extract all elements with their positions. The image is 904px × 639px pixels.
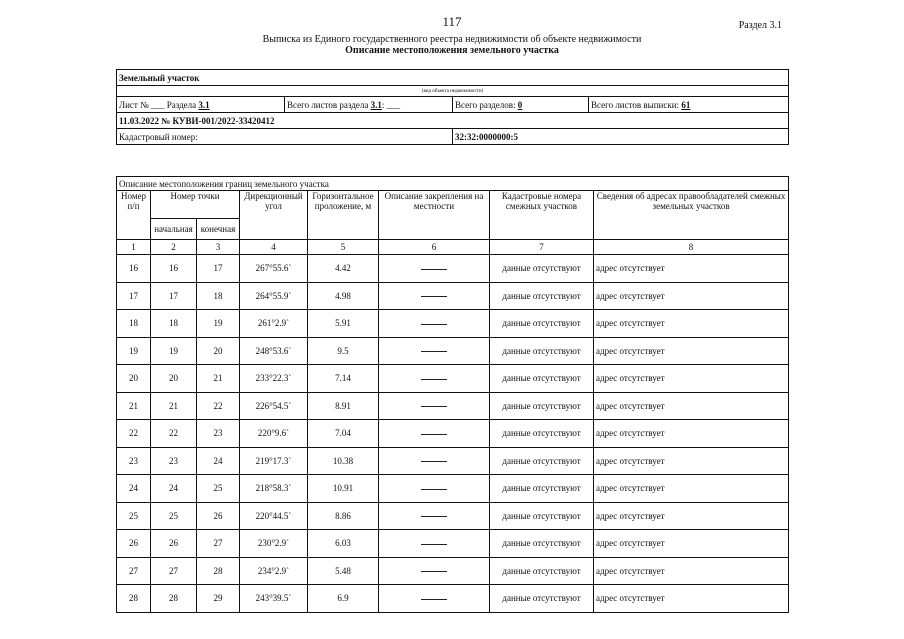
start-point-cell: 26 bbox=[151, 530, 197, 558]
address-cell: адрес отсутствует bbox=[594, 475, 789, 503]
end-point-cell: 19 bbox=[197, 310, 240, 338]
col-addresses: Сведения об адресах правообладателей смежных земельных участков bbox=[594, 191, 789, 240]
length-cell: 8.91 bbox=[308, 392, 379, 420]
col-length: Горизонтальное проложение, м bbox=[308, 191, 379, 240]
angle-cell: 267°55.6` bbox=[240, 255, 308, 283]
total-sheets-section-value: 3.1 bbox=[370, 99, 382, 110]
fixing-cell bbox=[379, 420, 490, 448]
adjacent-cell: данные отсутствуют bbox=[490, 585, 594, 613]
point-no-cell: 27 bbox=[117, 557, 151, 585]
start-point-cell: 18 bbox=[151, 310, 197, 338]
address-cell: адрес отсутствует bbox=[594, 255, 789, 283]
dash-mark bbox=[421, 269, 447, 270]
boundaries-title: Описание местоположения границ земельного участка bbox=[117, 177, 789, 191]
sheet-cell: Лист № ___ Раздела 3.1 bbox=[117, 97, 285, 113]
total-sheets-cell bbox=[589, 97, 789, 113]
dash-mark bbox=[421, 516, 447, 517]
table-row bbox=[117, 420, 789, 448]
fixing-cell bbox=[379, 282, 490, 310]
end-point-cell: 29 bbox=[197, 585, 240, 613]
adjacent-cell: данные отсутствуют bbox=[490, 365, 594, 393]
fixing-cell bbox=[379, 337, 490, 365]
length-cell: 7.14 bbox=[308, 365, 379, 393]
adjacent-cell: данные отсутствуют bbox=[490, 420, 594, 448]
extract-date-number: 11.03.2022 № КУВИ-001/2022-33420412 bbox=[117, 113, 789, 129]
address-cell: адрес отсутствует bbox=[594, 502, 789, 530]
dash-mark bbox=[421, 379, 447, 380]
col-point-no: Номер п/п bbox=[117, 191, 151, 240]
total-sections-label: Всего разделов: bbox=[455, 99, 516, 110]
angle-cell: 233°22.3` bbox=[240, 365, 308, 393]
total-sheets-section-cell: Всего листов раздела 3.1: ___ bbox=[285, 97, 453, 113]
dash-mark bbox=[421, 544, 447, 545]
table-row bbox=[117, 447, 789, 475]
dash-mark bbox=[421, 324, 447, 325]
start-point-cell: 21 bbox=[151, 392, 197, 420]
col-adjacent: Кадастровые номера смежных участков bbox=[490, 191, 594, 240]
section-part-label: Раздела bbox=[166, 99, 197, 110]
table-row bbox=[117, 585, 789, 613]
dash-mark bbox=[421, 489, 447, 490]
table-row bbox=[117, 502, 789, 530]
end-point-cell: 26 bbox=[197, 502, 240, 530]
start-point-cell: 20 bbox=[151, 365, 197, 393]
end-point-cell: 20 bbox=[197, 337, 240, 365]
fixing-cell bbox=[379, 557, 490, 585]
address-cell: адрес отсутствует bbox=[594, 585, 789, 613]
object-kind-caption: (вид объекта недвижимости) bbox=[117, 86, 789, 97]
angle-cell: 220°9.6` bbox=[240, 420, 308, 448]
section-value: 3.1 bbox=[198, 99, 210, 110]
end-point-cell: 21 bbox=[197, 365, 240, 393]
length-cell: 10.91 bbox=[308, 475, 379, 503]
start-point-cell: 23 bbox=[151, 447, 197, 475]
point-no-cell: 25 bbox=[117, 502, 151, 530]
table-row bbox=[117, 557, 789, 585]
point-no-cell: 19 bbox=[117, 337, 151, 365]
dash-mark bbox=[421, 434, 447, 435]
total-sheets-value: 61 bbox=[681, 99, 691, 110]
boundaries-table bbox=[116, 176, 789, 613]
col-points: Номер точки bbox=[151, 191, 240, 219]
address-cell: адрес отсутствует bbox=[594, 282, 789, 310]
table-row bbox=[117, 365, 789, 393]
cadastral-label: Кадастровый номер: bbox=[117, 129, 453, 145]
start-point-cell: 19 bbox=[151, 337, 197, 365]
length-cell: 8.86 bbox=[308, 502, 379, 530]
object-header-table bbox=[116, 69, 789, 145]
dash-mark bbox=[421, 571, 447, 572]
adjacent-cell: данные отсутствуют bbox=[490, 557, 594, 585]
end-point-cell: 24 bbox=[197, 447, 240, 475]
table-row bbox=[117, 530, 789, 558]
adjacent-cell: данные отсутствуют bbox=[490, 530, 594, 558]
adjacent-cell: данные отсутствуют bbox=[490, 310, 594, 338]
end-point-cell: 25 bbox=[197, 475, 240, 503]
point-no-cell: 20 bbox=[117, 365, 151, 393]
fixing-cell bbox=[379, 310, 490, 338]
table-row bbox=[117, 282, 789, 310]
object-kind: Земельный участок bbox=[117, 70, 789, 86]
col-end: конечная bbox=[197, 218, 240, 239]
fixing-cell bbox=[379, 475, 490, 503]
adjacent-cell: данные отсутствуют bbox=[490, 475, 594, 503]
cadastral-value: 32:32:0000000:5 bbox=[453, 129, 789, 145]
length-cell: 5.91 bbox=[308, 310, 379, 338]
document-title: Выписка из Единого государственного реестра недвижимости об объекте недвижимости bbox=[262, 34, 642, 45]
fixing-cell bbox=[379, 255, 490, 283]
start-point-cell: 27 bbox=[151, 557, 197, 585]
address-cell: адрес отсутствует bbox=[594, 337, 789, 365]
start-point-cell: 16 bbox=[151, 255, 197, 283]
column-number: 7 bbox=[490, 240, 594, 255]
table-row bbox=[117, 475, 789, 503]
angle-cell: 220°44.5` bbox=[240, 502, 308, 530]
column-numbers-row bbox=[117, 240, 789, 255]
end-point-cell: 28 bbox=[197, 557, 240, 585]
adjacent-cell: данные отсутствуют bbox=[490, 392, 594, 420]
document-subtitle: Описание местоположения земельного участка bbox=[345, 45, 559, 56]
total-sheets-label: Всего листов выписки: bbox=[591, 99, 680, 110]
angle-cell: 243°39.5` bbox=[240, 585, 308, 613]
fixing-cell bbox=[379, 585, 490, 613]
dash-mark bbox=[421, 351, 447, 352]
start-point-cell: 24 bbox=[151, 475, 197, 503]
length-cell: 4.42 bbox=[308, 255, 379, 283]
section-label: Раздел 3.1 bbox=[738, 20, 782, 31]
adjacent-cell: данные отсутствуют bbox=[490, 255, 594, 283]
length-cell: 6.9 bbox=[308, 585, 379, 613]
total-sheets-section-label: Всего листов раздела bbox=[287, 99, 369, 110]
angle-cell: 226°54.5` bbox=[240, 392, 308, 420]
length-cell: 10.38 bbox=[308, 447, 379, 475]
angle-cell: 230°2.9` bbox=[240, 530, 308, 558]
length-cell: 6.03 bbox=[308, 530, 379, 558]
column-number: 2 bbox=[151, 240, 197, 255]
angle-cell: 248°53.6` bbox=[240, 337, 308, 365]
angle-cell: 218°58.3` bbox=[240, 475, 308, 503]
point-no-cell: 16 bbox=[117, 255, 151, 283]
dash-mark bbox=[421, 461, 447, 462]
adjacent-cell: данные отсутствуют bbox=[490, 337, 594, 365]
length-cell: 7.04 bbox=[308, 420, 379, 448]
start-point-cell: 25 bbox=[151, 502, 197, 530]
column-number: 3 bbox=[197, 240, 240, 255]
column-number: 4 bbox=[240, 240, 308, 255]
dash-mark bbox=[421, 296, 447, 297]
point-no-cell: 24 bbox=[117, 475, 151, 503]
adjacent-cell: данные отсутствуют bbox=[490, 502, 594, 530]
table-row bbox=[117, 255, 789, 283]
dash-mark bbox=[421, 599, 447, 600]
col-angle: Дирекционный угол bbox=[240, 191, 308, 240]
length-cell: 4.98 bbox=[308, 282, 379, 310]
fixing-cell bbox=[379, 530, 490, 558]
point-no-cell: 21 bbox=[117, 392, 151, 420]
length-cell: 9.5 bbox=[308, 337, 379, 365]
table-row bbox=[117, 392, 789, 420]
end-point-cell: 27 bbox=[197, 530, 240, 558]
end-point-cell: 17 bbox=[197, 255, 240, 283]
fixing-cell bbox=[379, 502, 490, 530]
point-no-cell: 23 bbox=[117, 447, 151, 475]
point-no-cell: 28 bbox=[117, 585, 151, 613]
fixing-cell bbox=[379, 447, 490, 475]
angle-cell: 219°17.3` bbox=[240, 447, 308, 475]
page-number: 117 bbox=[442, 14, 462, 29]
column-number: 8 bbox=[594, 240, 789, 255]
length-cell: 5.48 bbox=[308, 557, 379, 585]
col-start: начальная bbox=[151, 218, 197, 239]
start-point-cell: 28 bbox=[151, 585, 197, 613]
point-no-cell: 18 bbox=[117, 310, 151, 338]
adjacent-cell: данные отсутствуют bbox=[490, 447, 594, 475]
dash-mark bbox=[421, 406, 447, 407]
sheet-label: Лист № bbox=[119, 99, 149, 110]
column-number: 6 bbox=[379, 240, 490, 255]
start-point-cell: 17 bbox=[151, 282, 197, 310]
angle-cell: 264°55.9` bbox=[240, 282, 308, 310]
address-cell: адрес отсутствует bbox=[594, 310, 789, 338]
fixing-cell bbox=[379, 392, 490, 420]
table-row bbox=[117, 310, 789, 338]
end-point-cell: 22 bbox=[197, 392, 240, 420]
start-point-cell: 22 bbox=[151, 420, 197, 448]
adjacent-cell: данные отсутствуют bbox=[490, 282, 594, 310]
point-no-cell: 17 bbox=[117, 282, 151, 310]
angle-cell: 234°2.9` bbox=[240, 557, 308, 585]
address-cell: адрес отсутствует bbox=[594, 392, 789, 420]
col-fixing: Описание закрепления на местности bbox=[379, 191, 490, 240]
end-point-cell: 23 bbox=[197, 420, 240, 448]
total-sections-value: 0 bbox=[517, 99, 523, 110]
address-cell: адрес отсутствует bbox=[594, 447, 789, 475]
address-cell: адрес отсутствует bbox=[594, 557, 789, 585]
address-cell: адрес отсутствует bbox=[594, 530, 789, 558]
column-number: 1 bbox=[117, 240, 151, 255]
column-number: 5 bbox=[308, 240, 379, 255]
point-no-cell: 26 bbox=[117, 530, 151, 558]
fixing-cell bbox=[379, 365, 490, 393]
angle-cell: 261°2.9` bbox=[240, 310, 308, 338]
address-cell: адрес отсутствует bbox=[594, 365, 789, 393]
total-sections-cell bbox=[453, 97, 589, 113]
point-no-cell: 22 bbox=[117, 420, 151, 448]
end-point-cell: 18 bbox=[197, 282, 240, 310]
table-row bbox=[117, 337, 789, 365]
address-cell: адрес отсутствует bbox=[594, 420, 789, 448]
